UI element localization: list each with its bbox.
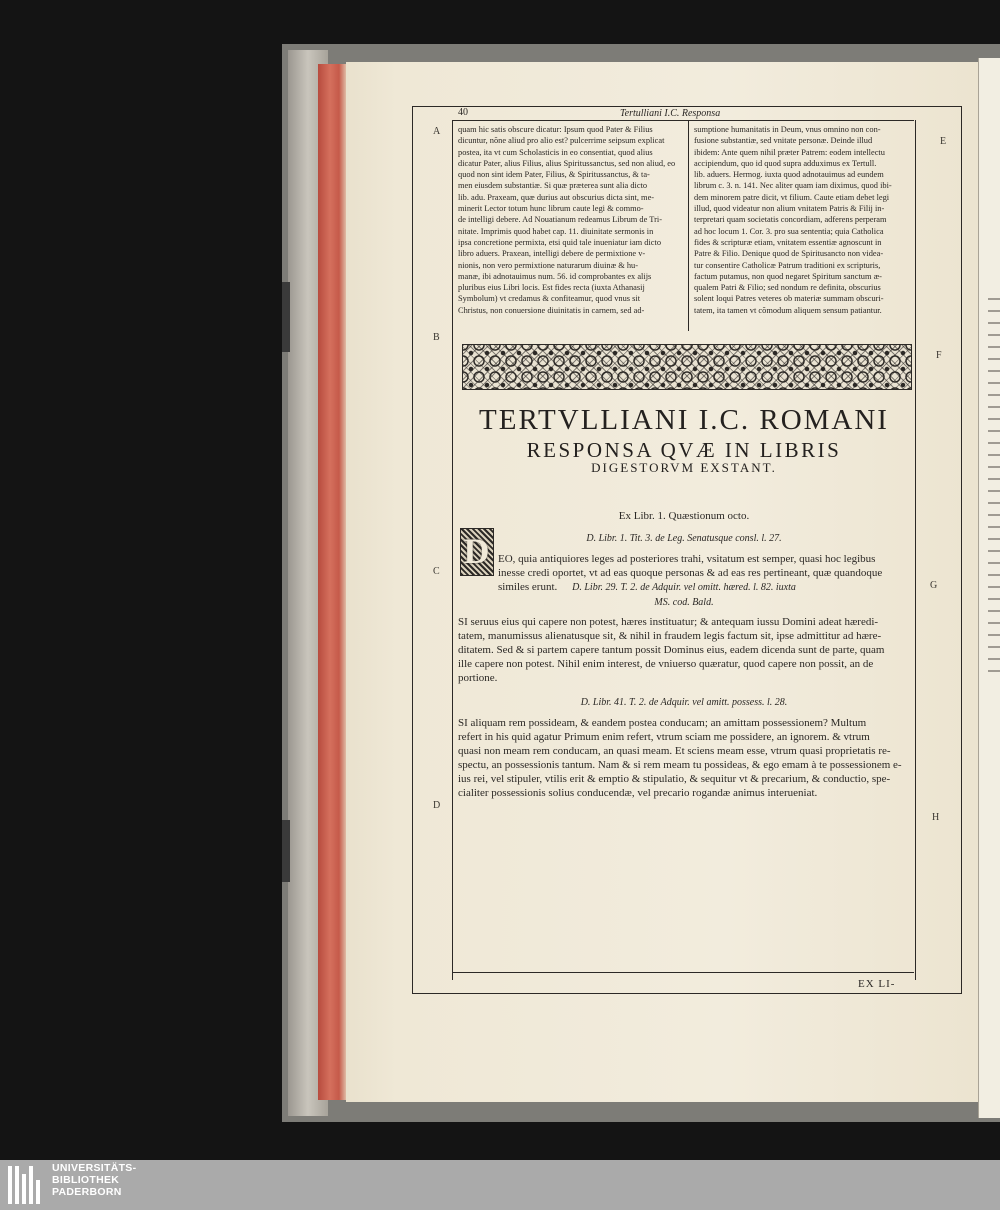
text-line: fides & scripturæ etiam, vnitatem essentiæ agnoscunt in bbox=[694, 237, 882, 247]
section-3-reference: D. Libr. 41. T. 2. de Adquir. vel amitt. possess. l. 28. bbox=[580, 697, 788, 708]
text-line: spectu, an possessionis tantum. Nam & si rem meam tu possideas, & ego emam à te possessionem e- bbox=[458, 759, 902, 771]
catchword: EX LI- bbox=[858, 978, 896, 990]
margin-letter-h: H bbox=[932, 812, 940, 823]
text-line: cialiter possessionis solius conducendæ, vel precario rogandæ animus interueniat. bbox=[458, 787, 818, 799]
section-2-reference-line-1: D. Libr. 29. T. 2. de Adquir. vel omitt. hæred. l. 82. iuxta bbox=[572, 582, 796, 593]
title-line-1: TERTVLLIANI I.C. ROMANI bbox=[479, 404, 889, 436]
top-right-column bbox=[694, 124, 918, 316]
page-number: 40 bbox=[458, 107, 468, 118]
bottom-rule bbox=[452, 972, 914, 973]
decorated-initial bbox=[460, 528, 494, 576]
text-line: minerit Lector totum hunc librum caute legi & commo- bbox=[458, 204, 644, 214]
text-line: Symbolum) vt credamus & confiteamur, quod vnus sit bbox=[458, 294, 641, 304]
text-line: similes erunt. bbox=[498, 581, 558, 593]
text-line: quod non sint idem Pater, Filius, & Spiritussanctus, & ta- bbox=[458, 170, 650, 180]
clasp-bottom bbox=[282, 820, 290, 882]
running-head: Tertulliani I.C. Responsa bbox=[620, 108, 721, 119]
top-left-column bbox=[458, 124, 684, 316]
text-line: men eiusdem substantiæ. Si quæ præterea sunt alia dicto bbox=[458, 181, 648, 191]
text-line: librum c. 3. n. 141. Nec aliter quam iam diximus, quod ibi- bbox=[694, 181, 892, 191]
column-divider bbox=[688, 121, 689, 331]
text-line: Christus, non conuersione diuinitatis in carnem, sed ad- bbox=[458, 305, 645, 315]
text-line: nitate. Imprimis quod habet cap. 11. diuinitate sermonis in bbox=[458, 226, 654, 236]
text-line: Patre & Filio. Denique quod de Spiritusancto non videa- bbox=[694, 249, 884, 259]
text-line: dem minorem patre dicit, vt filium. Caute etiam debet legi bbox=[694, 192, 890, 202]
margin-letter-g: G bbox=[930, 580, 938, 591]
text-line: ad hoc locum 1. Cor. 3. pro sua sententia; quia Catholica bbox=[694, 226, 884, 236]
text-line: quasi non meam rem conducam, an quasi meam. Et sciens meam esse, vtrum quasi proprietatis re- bbox=[458, 745, 891, 757]
header-rule bbox=[452, 120, 914, 121]
facing-page-edge bbox=[978, 58, 1000, 1118]
red-page-edges bbox=[318, 64, 348, 1100]
text-line: EO, quia antiquiores leges ad posteriores trahi, vsitatum est semper, quasi hoc legibus bbox=[498, 553, 876, 565]
text-line: sumptione humanitatis in Deum, vnus omnino non con- bbox=[694, 125, 881, 134]
text-line: ille capere non potest. Nihil enim interest, de vniuerso quæratur, quod capere non possit, an de bbox=[458, 658, 874, 670]
subtitle: Ex Libr. 1. Quæstionum octo. bbox=[618, 510, 750, 522]
margin-letter-a: A bbox=[433, 126, 441, 137]
text-line: lib. adu. Praxeam, quæ durius aut obscurius dicta sint, me- bbox=[458, 192, 655, 202]
library-logo-icon bbox=[8, 1166, 44, 1204]
margin-letter-c: C bbox=[433, 566, 440, 577]
text-line: inesse credi oportet, vt ad eas quoque personas & ad eas res pertineant, quæ quandoque bbox=[498, 567, 883, 579]
text-line: quam hic satis obscure dicatur: Ipsum quod Pater & Filius bbox=[458, 125, 653, 134]
text-line: SI seruus eius qui capere non potest, hæres instituatur; & antequam iussu Domini adeat hæredi- bbox=[458, 616, 879, 628]
text-line: fusione substantiæ, sed vnitate personæ. Deinde illud bbox=[694, 136, 873, 146]
ornamental-band bbox=[462, 344, 912, 390]
margin-letter-f: F bbox=[936, 350, 942, 361]
text-line: solent loqui Patres veteres ob materiæ summam obscuri- bbox=[694, 294, 884, 304]
text-line: lib. aduers. Hermog. iuxta quod adnotauimus ad eundem bbox=[694, 170, 884, 180]
section-2-text bbox=[458, 615, 914, 685]
section-1-reference: D. Libr. 1. Tit. 3. de Leg. Senatusque consl. l. 27. bbox=[586, 533, 782, 544]
text-line: portione. bbox=[458, 672, 498, 684]
initial-letter: D bbox=[463, 531, 490, 571]
text-line: de intelligi debere. Ad Nouatianum redeamus Librum de Tri- bbox=[458, 215, 662, 225]
text-line: dicuntur, nõne aliud pro alio est? pulcerrime seipsum explicat bbox=[458, 136, 665, 146]
text-line: tatem, manumissus alienatusque sit, & nihil in fraudem legis factum sit, ipse admittitur ad hære- bbox=[458, 630, 882, 642]
text-line: libro aduers. Praxean, intelligi debere de permixtione v- bbox=[458, 249, 646, 259]
text-line: ipsa concretione permixta, etsi quid tale inueniatur iam dicto bbox=[458, 237, 662, 247]
text-line: refert in his quid agatur Primum enim refert, vtrum sciam me possidere, an ignorem. & vtrum bbox=[458, 731, 870, 743]
margin-letter-d: D bbox=[433, 800, 441, 811]
text-line: tur consentire Catholicæ Patrum traditioni ex scripturis, bbox=[694, 260, 881, 270]
text-line: factum putamus, non quod negaret Spiritum sanctum æ- bbox=[694, 271, 882, 281]
section-2-reference-line-2: MS. cod. Bald. bbox=[654, 597, 714, 608]
text-line: SI aliquam rem possideam, & eandem postea conducam; an amittam possessionem? Multum bbox=[458, 717, 867, 729]
library-name-line-1: UNIVERSITÄTS- bbox=[52, 1162, 137, 1174]
section-3-text bbox=[458, 716, 914, 800]
text-line: terpretari quam societatis concordiam, adferens perperam bbox=[694, 215, 887, 225]
text-line: manæ, ibi adnotauimus num. 56. id comprobantes ex alijs bbox=[458, 271, 652, 281]
text-line: pluribus eius Libri locis. Est fides recta (iuxta Athanasij bbox=[458, 283, 645, 293]
text-line: postea, ita vt cum Scholasticis in eo consentiat, quod alius bbox=[458, 147, 653, 157]
text-line: nionis, non vero permixtione naturarum diuinæ & hu- bbox=[458, 260, 639, 270]
library-name-line-3: PADERBORN bbox=[52, 1186, 122, 1198]
text-line: ditatem. Sed & si partem capere tantum possit Dominus eius, eadem dicenda sunt de parte, quam bbox=[458, 644, 885, 656]
clasp-top bbox=[282, 282, 290, 352]
text-line: dicatur Pater, alius Filius, alius Spiritussanctus, sed non aliud, eo bbox=[458, 158, 676, 168]
text-line: accipiendum, quo id quod supra adduximus ex Tertull. bbox=[694, 158, 877, 168]
title-line-3: DIGESTORVM EXSTANT. bbox=[591, 460, 777, 475]
text-line: ibidem: Ante quem nihil præter Patrem: eodem intellectu bbox=[694, 147, 885, 157]
text-line: ius rei, vel stipuler, vtilis erit & emptio & stipulatio, & sequitur vt & precarium, & conductio, spe- bbox=[458, 773, 891, 785]
margin-letter-b: B bbox=[433, 332, 440, 343]
library-footer-bar bbox=[0, 1160, 1000, 1210]
library-name bbox=[52, 1162, 136, 1198]
margin-letter-e: E bbox=[940, 136, 947, 147]
text-line: qualem Patri & Filio; sed nondum re definita, obscurius bbox=[694, 283, 881, 293]
library-name-line-2: BIBLIOTHEK bbox=[52, 1174, 120, 1186]
title-line-2: RESPONSA QVÆ IN LIBRIS bbox=[526, 438, 842, 462]
text-line: illud, quod videatur non alium vnitatem Patris & Filij in- bbox=[694, 204, 885, 214]
text-line: tatem, ita tamen vt cõmodum aliquem sensum patiantur. bbox=[694, 305, 882, 315]
